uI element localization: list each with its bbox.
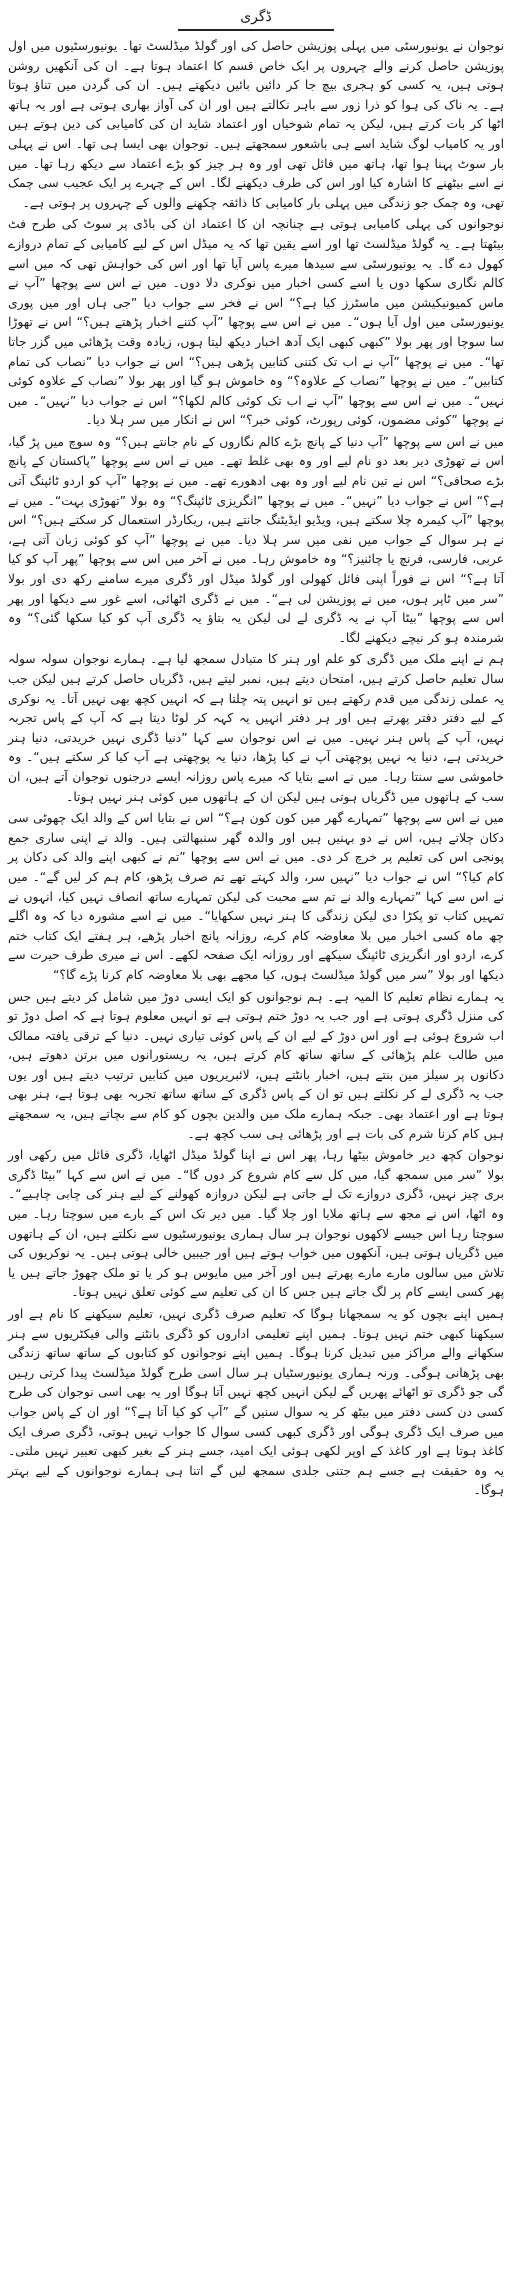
article-body — [8, 37, 504, 1501]
article-paragraph: ہمیں اپنے بچوں کو یہ سمجھانا ہوگا کہ تعلیم صرف ڈگری نہیں، تعلیم سیکھنے کا نام ہے اور سیکھنا کبھی ختم نہیں ہوتا۔ ہمیں اپنے تعلیمی اداروں کو ڈگری بانٹنے والی فیکٹریوں سے ہنر سکھانے والے مراکز میں تبدیل کرنا ہوگا۔ ہمیں اپنے نوجوانوں کو کتابوں کے ساتھ ساتھ زندگی بھی پڑھانی ہوگی۔ ورنہ ہماری یونیورسٹیاں ہر سال اسی طرح گولڈ میڈلسٹ پیدا کرتی رہیں گی جو ڈگری تو اٹھائے پھریں گے لیکن انہیں کچھ نہیں آتا ہوگا اور یہ بھی اسی نوجوان کی طرح کسی دن کسی دفتر میں بیٹھ کر یہ سوال سنیں گے ”آپ کو کیا آتا ہے؟“ اور ان کے پاس جواب میں صرف ایک ڈگری ہوگی اور ڈگری کبھی کسی سوال کا جواب نہیں ہوتی، ڈگری صرف ایک کاغذ ہوتا ہے اور کاغذ کے اوپر لکھی ہوئی ایک امید، جسے ہنر کے بغیر کبھی تعبیر نہیں ملتی۔ یہ وہ حقیقت ہے جسے ہم جتنی جلدی سمجھ لیں گے اتنا ہی ہمارے نوجوانوں کے لیے بہتر ہوگا۔ — [8, 1307, 504, 1498]
title-underline — [178, 29, 334, 31]
article-paragraph: یہ ہمارے نظام تعلیم کا المیہ ہے۔ ہم نوجوانوں کو ایک ایسی دوڑ میں شامل کر دیتے ہیں جس کی منزل ڈگری ہوتی ہے اور جب یہ دوڑ ختم ہوتی ہے تو انہیں معلوم ہوتا ہے کہ اصل دوڑ تو اب شروع ہوئی ہے اور اس دوڑ کے لیے ان کے پاس کوئی تیاری نہیں۔ دنیا کے ترقی یافتہ ممالک میں طالب علم پڑھائی کے ساتھ ساتھ کام کرتے ہیں، یہ ریستورانوں میں برتن دھوتے ہیں، دکانوں پر سیلز مین بنتے ہیں، اخبار بانٹتے ہیں، لائبریریوں میں کتابیں ترتیب دیتے ہیں اور یوں جب یہ ڈگری لے کر نکلتے ہیں تو ان کے پاس ڈگری کے ساتھ ساتھ تجربہ بھی ہوتا ہے، ہنر بھی ہوتا ہے اور اعتماد بھی۔ جبکہ ہمارے ملک میں والدین بچوں کو کام سے بچاتے ہیں، یہ سمجھتے ہیں کام کرنا شرم کی بات ہے اور پڑھائی ہی سب کچھ ہے۔ — [8, 989, 504, 1141]
article-paragraph: نوجوان نے یونیورسٹی میں پہلی پوزیشن حاصل کی اور گولڈ میڈلسٹ تھا۔ یونیورسٹیوں میں اول پوزیشن حاصل کرنے والے چہروں پر ایک خاص قسم کا اعتماد ہوتا ہے۔ ان کی آنکھیں روشن ہوتی ہیں، یہ کسی کو ہجری بیچ جا کر دائیں بائیں دیکھتے ہیں۔ ان کی گردن میں تناؤ ہوتا ہے۔ یہ ناک کی ہوا کو ذرا زور سے باہر نکالتے ہیں اور ان کی آواز بھاری ہوتی ہے اور یہ ہاتھ اٹھا کر بات کرتے ہیں، لیکن یہ تمام شوخیاں اور اعتماد شاید ان کی کامیابی کی دین ہوتے ہیں اور یہ کامیاب لوگ شاید اسے ہی باشعور سمجھتے ہیں۔ نوجوان بھی ایسا ہی تھا۔ اس نے پہلی بار سوٹ پہنا ہوا تھا، ہاتھ میں فائل تھی اور وہ ہر چیز کو بڑے اعتماد سے دیکھ رہا تھا۔ میں نے اسے بیٹھنے کا اشارہ کیا اور اس کی طرف دیکھنے لگا۔ اس کے چہرے پر ایک عجیب سی چمک تھی، وہ چمک جو زندگی میں پہلی بار کامیابی کا ذائقہ چکھنے والوں کے چہروں پر ہوتی ہے۔ — [8, 39, 504, 210]
article-paragraph: میں نے اس سے پوچھا ”آپ دنیا کے پانچ بڑے کالم نگاروں کے نام جانتے ہیں؟“ وہ سوچ میں پڑ گیا، اس نے تھوڑی دیر بعد دو نام لیے اور وہ بھی غلط تھے۔ میں نے اس سے پوچھا ”پاکستان کے پانچ بڑے صحافی؟“ اس نے تین نام لیے اور وہ بھی ادھورے تھے۔ میں نے پوچھا ”آپ کو اردو ٹائپنگ آتی ہے؟“ اس نے جواب دیا ”نہیں“۔ میں نے پوچھا ”انگریزی ٹائپنگ؟“ وہ بولا ”تھوڑی بہت“۔ میں نے پوچھا ”آپ کیمرہ چلا سکتے ہیں، ویڈیو ایڈیٹنگ جانتے ہیں، ریکارڈر استعمال کر سکتے ہیں؟“ اس نے ہر سوال کے جواب میں نفی میں سر ہلا دیا۔ میں نے پوچھا ”آپ کو کوئی زبان آتی ہے، عربی، فارسی، فرنچ یا چائنیز؟“ وہ خاموش رہا۔ میں نے آخر میں اس سے پوچھا ”پھر آپ کو کیا آتا ہے؟“ اس نے فوراً اپنی فائل کھولی اور گولڈ میڈل اور ڈگری میرے سامنے رکھ دی اور بولا ”سر میں ٹاپر ہوں، میں نے پوزیشن لی ہے“۔ میں نے ڈگری اٹھائی، اسے غور سے دیکھا اور پھر اس سے پوچھا ”بیٹا آپ نے یہ ڈگری لے لی لیکن یہ بتاؤ یہ ڈگری آپ کو کیا سکھا گئی؟“ وہ شرمندہ ہو کر نیچے دیکھنے لگا۔ — [8, 434, 504, 645]
article-paragraph: نوجوان کچھ دیر خاموش بیٹھا رہا، پھر اس نے اپنا گولڈ میڈل اٹھایا، ڈگری فائل میں رکھی اور بولا ”سر میں سمجھ گیا، میں کل سے کام شروع کر دوں گا“۔ میں نے اس سے کہا ”بیٹا ڈگری بری چیز نہیں، ڈگری دروازے تک لے جاتی ہے لیکن دروازہ کھولنے کے لیے ہنر کی چابی چاہیے“۔ وہ اٹھا، اس نے مجھ سے ہاتھ ملایا اور چلا گیا۔ میں دیر تک اس کے بارے میں سوچتا رہا۔ میں سوچتا رہا اس جیسے لاکھوں نوجوان ہر سال ہماری یونیورسٹیوں سے نکلتے ہیں، ان کے ہاتھوں میں ڈگریاں ہوتی ہیں، آنکھوں میں خواب ہوتے ہیں اور جیبیں خالی ہوتی ہیں۔ یہ نوکریوں کی تلاش میں سالوں مارے مارے پھرتے ہیں اور آخر میں مایوس ہو کر یا تو ملک چھوڑ جاتے ہیں یا پھر کسی ایسے کام پر لگ جاتے ہیں جس کا ان کی تعلیم سے کوئی تعلق نہیں ہوتا۔ — [8, 1148, 504, 1300]
article-paragraph: ہم نے اپنے ملک میں ڈگری کو علم اور ہنر کا متبادل سمجھ لیا ہے۔ ہمارے نوجوان سولہ سولہ سال تعلیم حاصل کرتے ہیں، امتحان دیتے ہیں، نمبر لیتے ہیں، ڈگریاں حاصل کرتے ہیں لیکن جب یہ عملی زندگی میں قدم رکھتے ہیں تو انہیں پتہ چلتا ہے کہ انہیں کچھ بھی نہیں آتا۔ یہ نوکری کے لیے دفتر دفتر پھرتے ہیں اور ہر دفتر انہیں یہ کہہ کر لوٹا دیتا ہے کہ آپ کے پاس تجربہ نہیں، آپ کے پاس ہنر نہیں۔ میں نے اس نوجوان سے کہا ”دنیا ڈگری نہیں خریدتی، دنیا ہنر خریدتی ہے، دنیا یہ نہیں پوچھتی آپ نے کیا پڑھا، دنیا یہ پوچھتی ہے آپ کیا کر سکتے ہیں“۔ وہ خاموشی سے سنتا رہا۔ میں نے اسے بتایا کہ میرے پاس روزانہ ایسے درجنوں نوجوان آتے ہیں، ان سب کے ہاتھوں میں ڈگریاں ہوتی ہیں لیکن ان کے ہاتھوں میں کوئی ہنر نہیں ہوتا۔ — [8, 652, 504, 804]
article-paragraph: میں نے اس سے پوچھا ”تمہارے گھر میں کون کون ہے؟“ اس نے بتایا اس کے والد ایک چھوٹی سی دکان چلاتے ہیں، اس نے دو بہنیں ہیں اور والدہ گھر سنبھالتی ہیں۔ والد نے اپنی ساری جمع پونجی اس کی تعلیم پر خرچ کر دی۔ میں نے اس سے پوچھا ”تم نے کبھی اپنے والد کی دکان پر کام کیا؟“ اس نے جواب دیا ”نہیں سر، والد کہتے تھے تم صرف پڑھو، کام ہم کر لیں گے“۔ میں نے اس سے کہا ”تمہارے والد نے تم سے محبت کی لیکن تمہارے ساتھ انصاف نہیں کیا، انہوں نے تمہیں کتاب تو پکڑا دی لیکن زندگی کا ہنر نہیں سکھایا“۔ میں نے اسے مشورہ دیا کہ وہ اگلے چھ ماہ کسی اخبار میں بلا معاوضہ کام کرے، روزانہ پانچ اخبار پڑھے، ہر ہفتے ایک کتاب ختم کرے، اردو اور انگریزی ٹائپنگ سیکھے اور روزانہ ایک صفحہ لکھے۔ اس نے میری طرف حیرت سے دیکھا اور بولا ”سر میں گولڈ میڈلسٹ ہوں، کیا مجھے بھی بلا معاوضہ کام کرنا پڑے گا؟“ — [8, 811, 504, 982]
article-paragraph: نوجوانوں کی پہلی کامیابی ہوتی ہے چنانچہ ان کا اعتماد ان کی باڈی پر سوٹ کی طرح فٹ بیٹھتا ہے۔ یہ گولڈ میڈلسٹ تھا اور اسے یقین تھا کہ یہ میڈل اس کے لیے کامیابی کے تمام دروازے کھول دے گا۔ یہ یونیورسٹی سے سیدھا میرے پاس آیا تھا اور اس کی خواہش تھی کہ میں اسے کالم نگاری سکھا دوں یا اسے کسی اخبار میں نوکری دلا دوں۔ میں نے اس سے پوچھا ”آپ نے ماس کمیونیکیشن میں ماسٹرز کیا ہے؟“ اس نے فخر سے جواب دیا ”جی ہاں اور میں پوری یونیورسٹی میں اول آیا ہوں“۔ میں نے اس سے پوچھا ”آپ کتنے اخبار پڑھتے ہیں؟“ اس نے تھوڑا سا سوچا اور پھر بولا ”کبھی کبھی ایک آدھ اخبار دیکھ لیتا ہوں، زیادہ وقت پڑھائی میں گزر جاتا تھا“۔ میں نے پوچھا ”آپ نے اب تک کتنی کتابیں پڑھی ہیں؟“ اس نے جواب دیا ”نصاب کی تمام کتابیں“۔ میں نے پوچھا ”نصاب کے علاوہ؟“ وہ خاموش ہو گیا اور پھر بولا ”نصاب کے علاوہ کوئی نہیں“۔ میں نے اس سے پوچھا ”آپ نے اب تک کوئی کالم لکھا؟“ اس نے جواب دیا ”نہیں“۔ میں نے پوچھا ”کوئی مضمون، کوئی رپورٹ، کوئی خبر؟“ اس نے انکار میں سر ہلا دیا۔ — [8, 217, 504, 428]
title-area — [8, 6, 504, 26]
article-title: ڈگری — [240, 9, 272, 25]
